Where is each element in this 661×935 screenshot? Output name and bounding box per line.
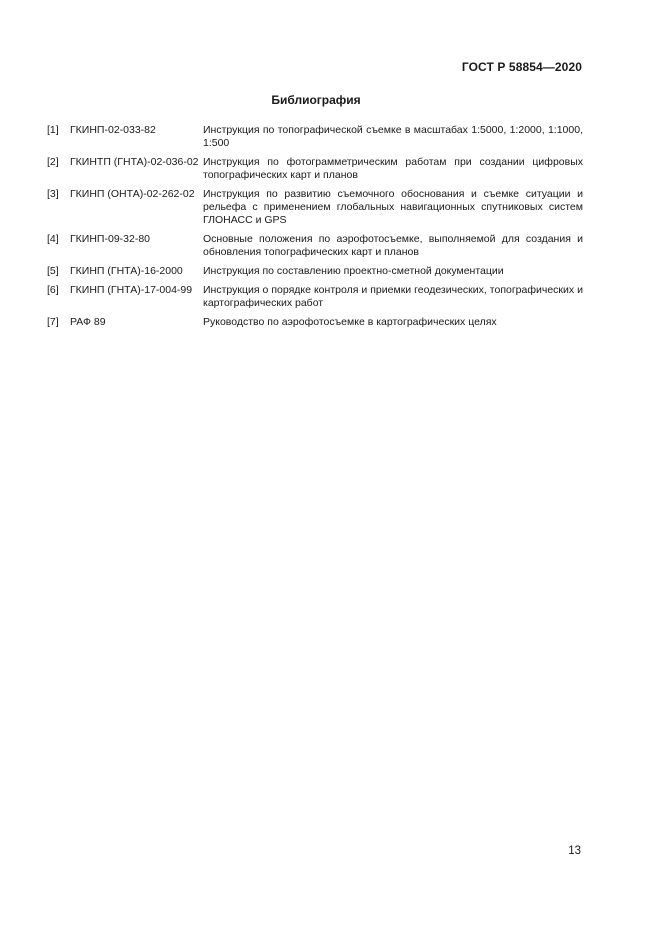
entry-number: [3] [47,188,59,200]
entry-description: Основные положения по аэрофотосъемке, выполняемой для создания и обновления топографических карт и планов [203,233,583,258]
entry-number: [7] [47,316,59,328]
entry-code: РАФ 89 [70,316,106,328]
standard-code: ГОСТ Р 58854—2020 [461,60,582,74]
entry-number: [2] [47,156,59,168]
entry-code: ГКИНП (ОНТА)-02-262-02 [70,188,195,200]
bibliography-entry [47,316,583,329]
page-number: 13 [568,845,581,857]
bibliography-entry [47,124,583,150]
entry-description: Инструкция о порядке контроля и приемки геодезических, топографических и картографических работ [203,284,583,309]
entry-code: ГКИНП-02-033-82 [70,124,156,136]
entry-number: [1] [47,124,59,136]
entry-description: Инструкция по топографической съемке в масштабах 1:5000, 1:2000, 1:1000, 1:500 [203,124,583,149]
bibliography-list [47,124,583,335]
entry-code: ГКИНТП (ГНТА)-02-036-02 [70,156,199,168]
entry-description: Руководство по аэрофотосъемке в картографических целях [203,316,497,328]
entry-number: [5] [47,265,59,277]
entry-number: [4] [47,233,59,245]
bibliography-entry [47,188,583,227]
bibliography-entry [47,156,583,182]
bibliography-entry [47,265,583,278]
entry-number: [6] [47,284,59,296]
bibliography-entry [47,284,583,310]
entry-description: Инструкция по развитию съемочного обоснования и съемке ситуации и рельефа с применением глобальных навигационных спутниковых систем ГЛОНАСС и GPS [203,188,583,226]
entry-description: Инструкция по фотограмметрическим работам при создании цифровых топографических карт и планов [203,156,583,181]
bibliography-entry [47,233,583,259]
entry-code: ГКИНП (ГНТА)-17-004-99 [70,284,193,296]
bibliography-title: Библиография [271,93,361,107]
entry-description: Инструкция по составлению проектно-сметной документации [203,265,504,277]
entry-code: ГКИНП-09-32-80 [70,233,151,245]
entry-code: ГКИНП (ГНТА)-16-2000 [70,265,183,277]
